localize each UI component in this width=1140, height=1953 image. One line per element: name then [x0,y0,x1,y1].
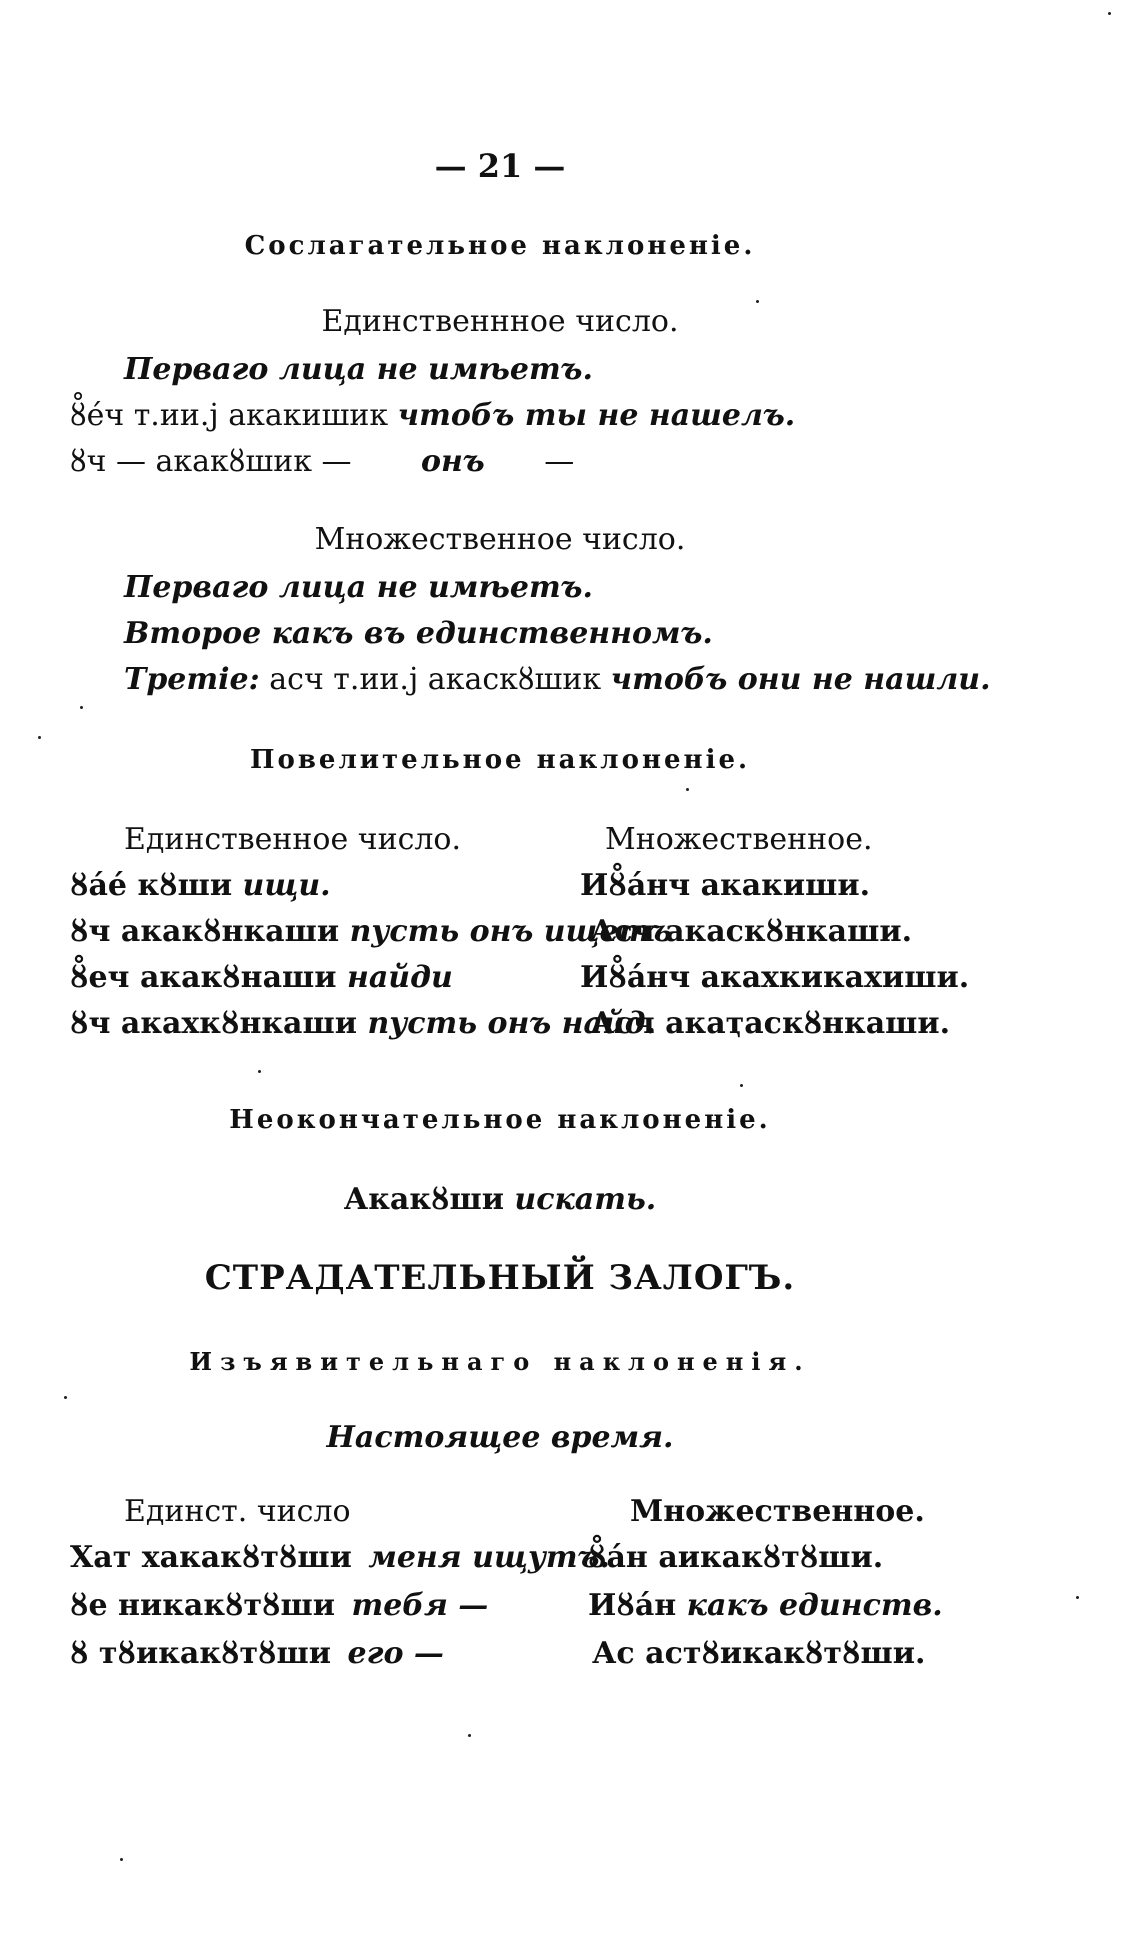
native-form: ȣч акакȣнкаши [70,914,340,949]
subjunctive-singular-title: Единственнное число. [321,304,679,339]
subj-plur-line-1: Перваго лица не имѣетъ. [124,570,593,605]
subj-sing-line-2 [70,398,795,434]
subj-sing-line-3 [70,444,574,480]
translation-text: ищи. [242,868,331,903]
subj-plur-line-2: Второе какъ въ единственномъ. [124,616,713,651]
imperative-row [70,1006,656,1042]
subj-sing-line-1: Перваго лица не имѣетъ. [124,352,593,387]
native-form: ȣч акахкȣнкаши [70,1006,357,1041]
native-form: ȣ тȣикакȣтȣши [70,1636,332,1671]
translation-text: его — [347,1636,444,1671]
translation-text: меня ищутъ. [368,1540,610,1575]
label-text: Третіе: [124,662,260,697]
passive-voice-title: СТРАДАТЕЛЬНЫЙ ЗАЛОГЪ. [204,1258,796,1298]
passive-row [70,1588,488,1624]
scan-speck [38,736,41,739]
native-form: Хат хакакȣтȣши [70,1540,352,1575]
scan-speck [258,1070,261,1073]
native-form: ȣе никакȣтȣши [70,1588,336,1623]
indicative-heading: Изъявительнаго наклоненія. [189,1347,811,1376]
scan-speck [740,1084,743,1087]
cyrillic-native-text: ȣ̊éч т.ии.ј акакишик [70,398,389,433]
translation-text: тебя — [351,1588,489,1623]
passive-row-plural: Ас астȣикакȣтȣши. [592,1636,926,1671]
scan-speck [1076,1596,1079,1599]
translation-text: искать. [514,1182,657,1217]
translation-text: пусть онъ найд. [367,1006,657,1041]
native-form: Акакȣши [343,1182,504,1217]
translation-text: чтобъ ты не нашелъ. [397,398,796,433]
native-form: ȣ̊еч акакȣнаши [70,960,337,995]
translation-text: пусть онъ ищетъ [349,914,673,949]
scan-speck [64,1396,67,1399]
passive-col-plural: Множественное. [630,1494,925,1529]
infinitive-line [0,1182,1000,1218]
native-form: ȣáé кȣши [70,868,233,903]
scan-speck [756,300,759,303]
imperative-row [70,914,672,950]
infinitive-heading: Неокончательное наклоненіе. [229,1105,771,1135]
imperative-row-plural: Иȣ̊áнч акахкикахиши. [580,960,970,995]
subjunctive-heading: Сослагательное наклоненіе. [244,231,756,261]
passive-col-singular: Единст. число [124,1494,351,1529]
page-number: — 21 — [434,147,566,185]
passive-row [70,1636,444,1672]
present-tense-title: Настоящее время. [326,1420,674,1455]
subjunctive-plural-title: Множественное число. [314,522,686,557]
cyrillic-native-text: ȣч — акакȣшик — [70,444,352,479]
dash: — [544,444,575,479]
passive-row-plural [588,1588,943,1624]
scan-speck [120,1858,123,1861]
imperative-row-plural: Асч акаҭаскȣнкаши. [590,1006,951,1041]
imperative-col-plural: Множественное. [605,822,873,857]
subj-plur-line-3 [124,662,991,698]
passive-row-plural: ȣ̊áн аикакȣтȣши. [588,1540,884,1575]
scan-speck [686,788,689,791]
translation-text: онъ [421,444,485,479]
passive-row [70,1540,610,1576]
translation-text: найди [346,960,453,995]
native-form: Иȣáн [588,1588,677,1623]
imperative-row-plural: Иȣ̊áнч акакиши. [580,868,871,903]
cyrillic-native-text: асч т.ии.ј акаскȣшик [269,662,602,697]
scan-speck [1108,12,1111,15]
scan-speck [468,1734,471,1737]
translation-text: чтобъ они не нашли. [610,662,991,697]
imperative-row [70,868,331,904]
translation-text: какъ единств. [686,1588,943,1623]
imperative-row [70,960,453,996]
imperative-heading: Повелительное наклоненіе. [249,745,751,775]
imperative-col-singular: Единственное число. [124,822,462,857]
imperative-row-plural: Асч акаскȣнкаши. [590,914,913,949]
scan-speck [80,706,83,709]
